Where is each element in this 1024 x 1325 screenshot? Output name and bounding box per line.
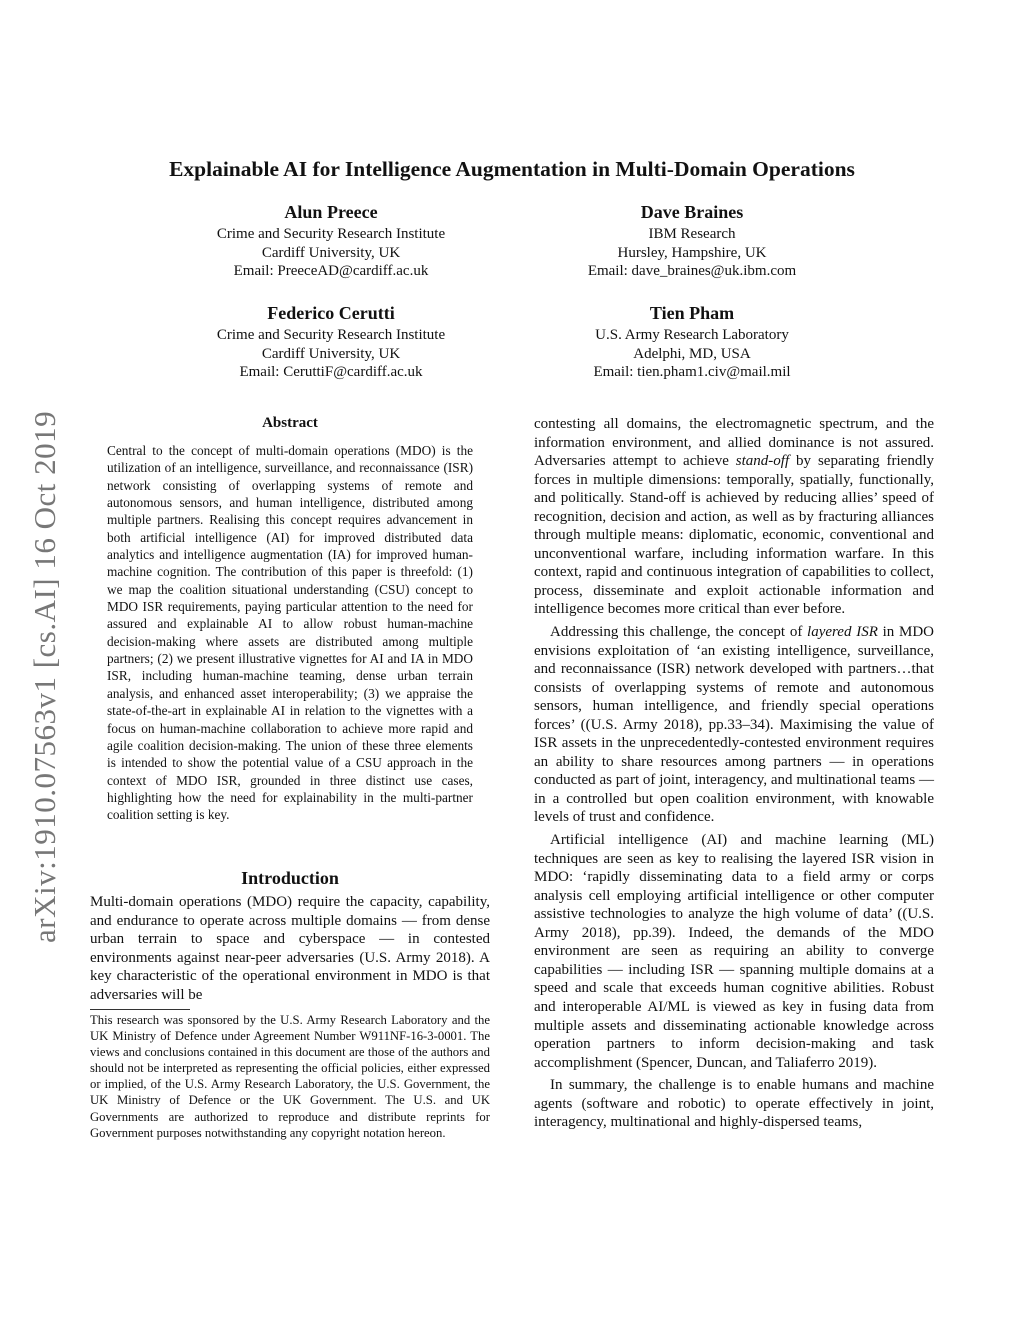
author-name: Federico Cerutti: [267, 303, 395, 323]
author-affiliation: U.S. Army Research Laboratory: [595, 327, 789, 343]
author-block: [181, 201, 481, 281]
paragraph-text: Addressing this challenge, the concept of: [550, 624, 808, 641]
abstract-text: Central to the concept of multi-domain operations (MDO) is the utilization of an intelligence, surveillance, and reconnaissance (ISR) network consisting of overlapping systems of remote and autonomous sensors, and human intelligence, distributed among multiple partners. Realising this concept requires advancement in both artificial intelligence (AI) for improved distributed data analytics and intelligence augmentation (IA) for improved human-machine cognition. The contribution of this paper is threefold: (1) we map the coalition situational understanding (CSU) concept to MDO ISR requirements, paying particular attention to the need for assured and explainable AI to allow robust human-machine decision-making where assets are distributed among multiple partners; (2) we present illustrative vignettes for AI and IA in MDO ISR, including human-machine teaming, dense urban terrain analysis, and enhanced asset interoperability; (3) we appraise the state-of-the-art in explainable AI in relation to the vignettes with a focus on human-machine collaboration to achieve more rapid and agile coalition decision-making. The union of these three elements is intended to show the potential value of a CSU approach in the context of MDO ISR, grounded in three distinct use cases, highlighting how the need for explainability in the multi-partner coalition setting is key.: [107, 443, 473, 823]
author-email: Email: CeruttiF@cardiff.ac.uk: [239, 364, 423, 380]
abstract-heading: Abstract: [262, 415, 318, 431]
paragraph: In summary, the challenge is to enable humans and machine agents (software and robotic) to operate effectively in joint, interagency, multinational and highly-dispersed teams,: [534, 1077, 934, 1131]
author-affiliation: IBM Research: [648, 226, 736, 242]
footnote-text: This research was sponsored by the U.S. Army Research Laboratory and the UK Ministry of Defence under Agreement Number W911NF-16-3-0001. The views and conclusions contained in this document are those of the authors and should not be interpreted as representing the official policies, either expressed or implied, of the U.S. Army Research Laboratory, the U.S. Government, the UK Ministry of Defence or the UK Government. The U.S. and UK Governments are authorized to reproduce and distribute reprints for Government purposes notwithstanding any copyright notation hereon.: [90, 1013, 490, 1140]
introduction-text: Multi-domain operations (MDO) require the capacity, capability, and endurance to operate across multiple domains — from dense urban terrain to space and cyberspace — in contested environments against near-peer adversaries (U.S. Army 2018). A key characteristic of the operational environment in MDO is that adversaries will be: [90, 894, 490, 1003]
author-location: Cardiff University, UK: [261, 244, 401, 261]
author-block: [542, 302, 842, 382]
arxiv-identifier: arXiv:1910.07563v1 [cs.AI] 16 Oct 2019: [27, 410, 62, 943]
abstract-body: [107, 442, 473, 824]
author-name: Tien Pham: [649, 303, 735, 323]
introduction-body: [90, 893, 490, 1005]
emphasis-text: stand-off: [735, 453, 790, 470]
paragraph-text: in MDO envisions exploitation of ‘an existing intelligence, surveillance, and reconnaissance (ISR) network developed with partners…that consists of overlapping systems of remote and autonomous sensors, human intelligence, and friendly special operations forces’ ((U.S. Army 2018), pp.33–34). Maximising the value of ISR assets in the unprecedentedly-contested environment requires an ability to share resources among partners — in operations conducted as part of joint, interagency, and multinational teams — in a controlled but open coalition environment, with knowable levels of trust and confidence.: [534, 624, 934, 826]
footnote: [90, 1012, 490, 1141]
paragraph: [534, 415, 934, 619]
paper-title: Explainable AI for Intelligence Augmentation in Multi-Domain Operations: [169, 157, 855, 181]
author-email: Email: PreeceAD@cardiff.ac.uk: [233, 263, 429, 279]
author-email: Email: tien.pham1.civ@mail.mil: [593, 364, 791, 380]
author-affiliation: Crime and Security Research Institute: [216, 226, 446, 242]
introduction-heading: Introduction: [241, 868, 339, 888]
paragraph: Artificial intelligence (AI) and machine learning (ML) techniques are seen as key to realising the layered ISR vision in MDO: ‘rapidly disseminating data to a field army or corps analysis cell employing artificial intelligence or other computer assistive technologies to analyze the high volume of data’ ((U.S. Army 2018), pp.39). Indeed, the demands of the MDO environment are seen as requiring an ability to converge capabilities — including ISR — spanning multiple domains at a speed and scale that exceeds human cognitive abilities. Robust and interoperable AI/ML is viewed as key in fusing data from multiple assets and disseminating actionable knowledge across operation partners to inform decision-making and task accomplishment (Spencer, Duncan, and Taliaferro 2019).: [534, 832, 934, 1071]
author-name: Alun Preece: [284, 202, 378, 222]
author-affiliation: Crime and Security Research Institute: [216, 327, 446, 343]
author-location: Hursley, Hampshire, UK: [617, 244, 767, 261]
paragraph-text: contesting all domains, the electromagnetic spectrum, and the information environment, and allied dominance is not assured. Adversaries attempt to achieve: [534, 416, 934, 470]
author-email: Email: dave_braines@uk.ibm.com: [587, 263, 797, 279]
right-column: [534, 415, 934, 1136]
author-block: [181, 302, 481, 382]
paragraph: [534, 623, 934, 827]
footnote-rule: [90, 1009, 190, 1010]
emphasis-text: layered ISR: [807, 624, 878, 641]
author-block: [542, 201, 842, 281]
author-location: Cardiff University, UK: [261, 345, 401, 362]
author-name: Dave Braines: [640, 202, 744, 222]
author-location: Adelphi, MD, USA: [633, 345, 751, 362]
paragraph-text: by separating friendly forces in multiple dimensions: temporally, spatially, functionally, and politically. Stand-off is achieved by reducing allies’ speed of recognition, decision and action, as well as by fracturing alliances through multiple means: diplomatic, economic, conventional and unconventional warfare, including information warfare. In this context, rapid and continuous integration of capabilities to collect, process, disseminate and exploit actionable information and intelligence becomes more critical than ever before.: [534, 453, 935, 618]
